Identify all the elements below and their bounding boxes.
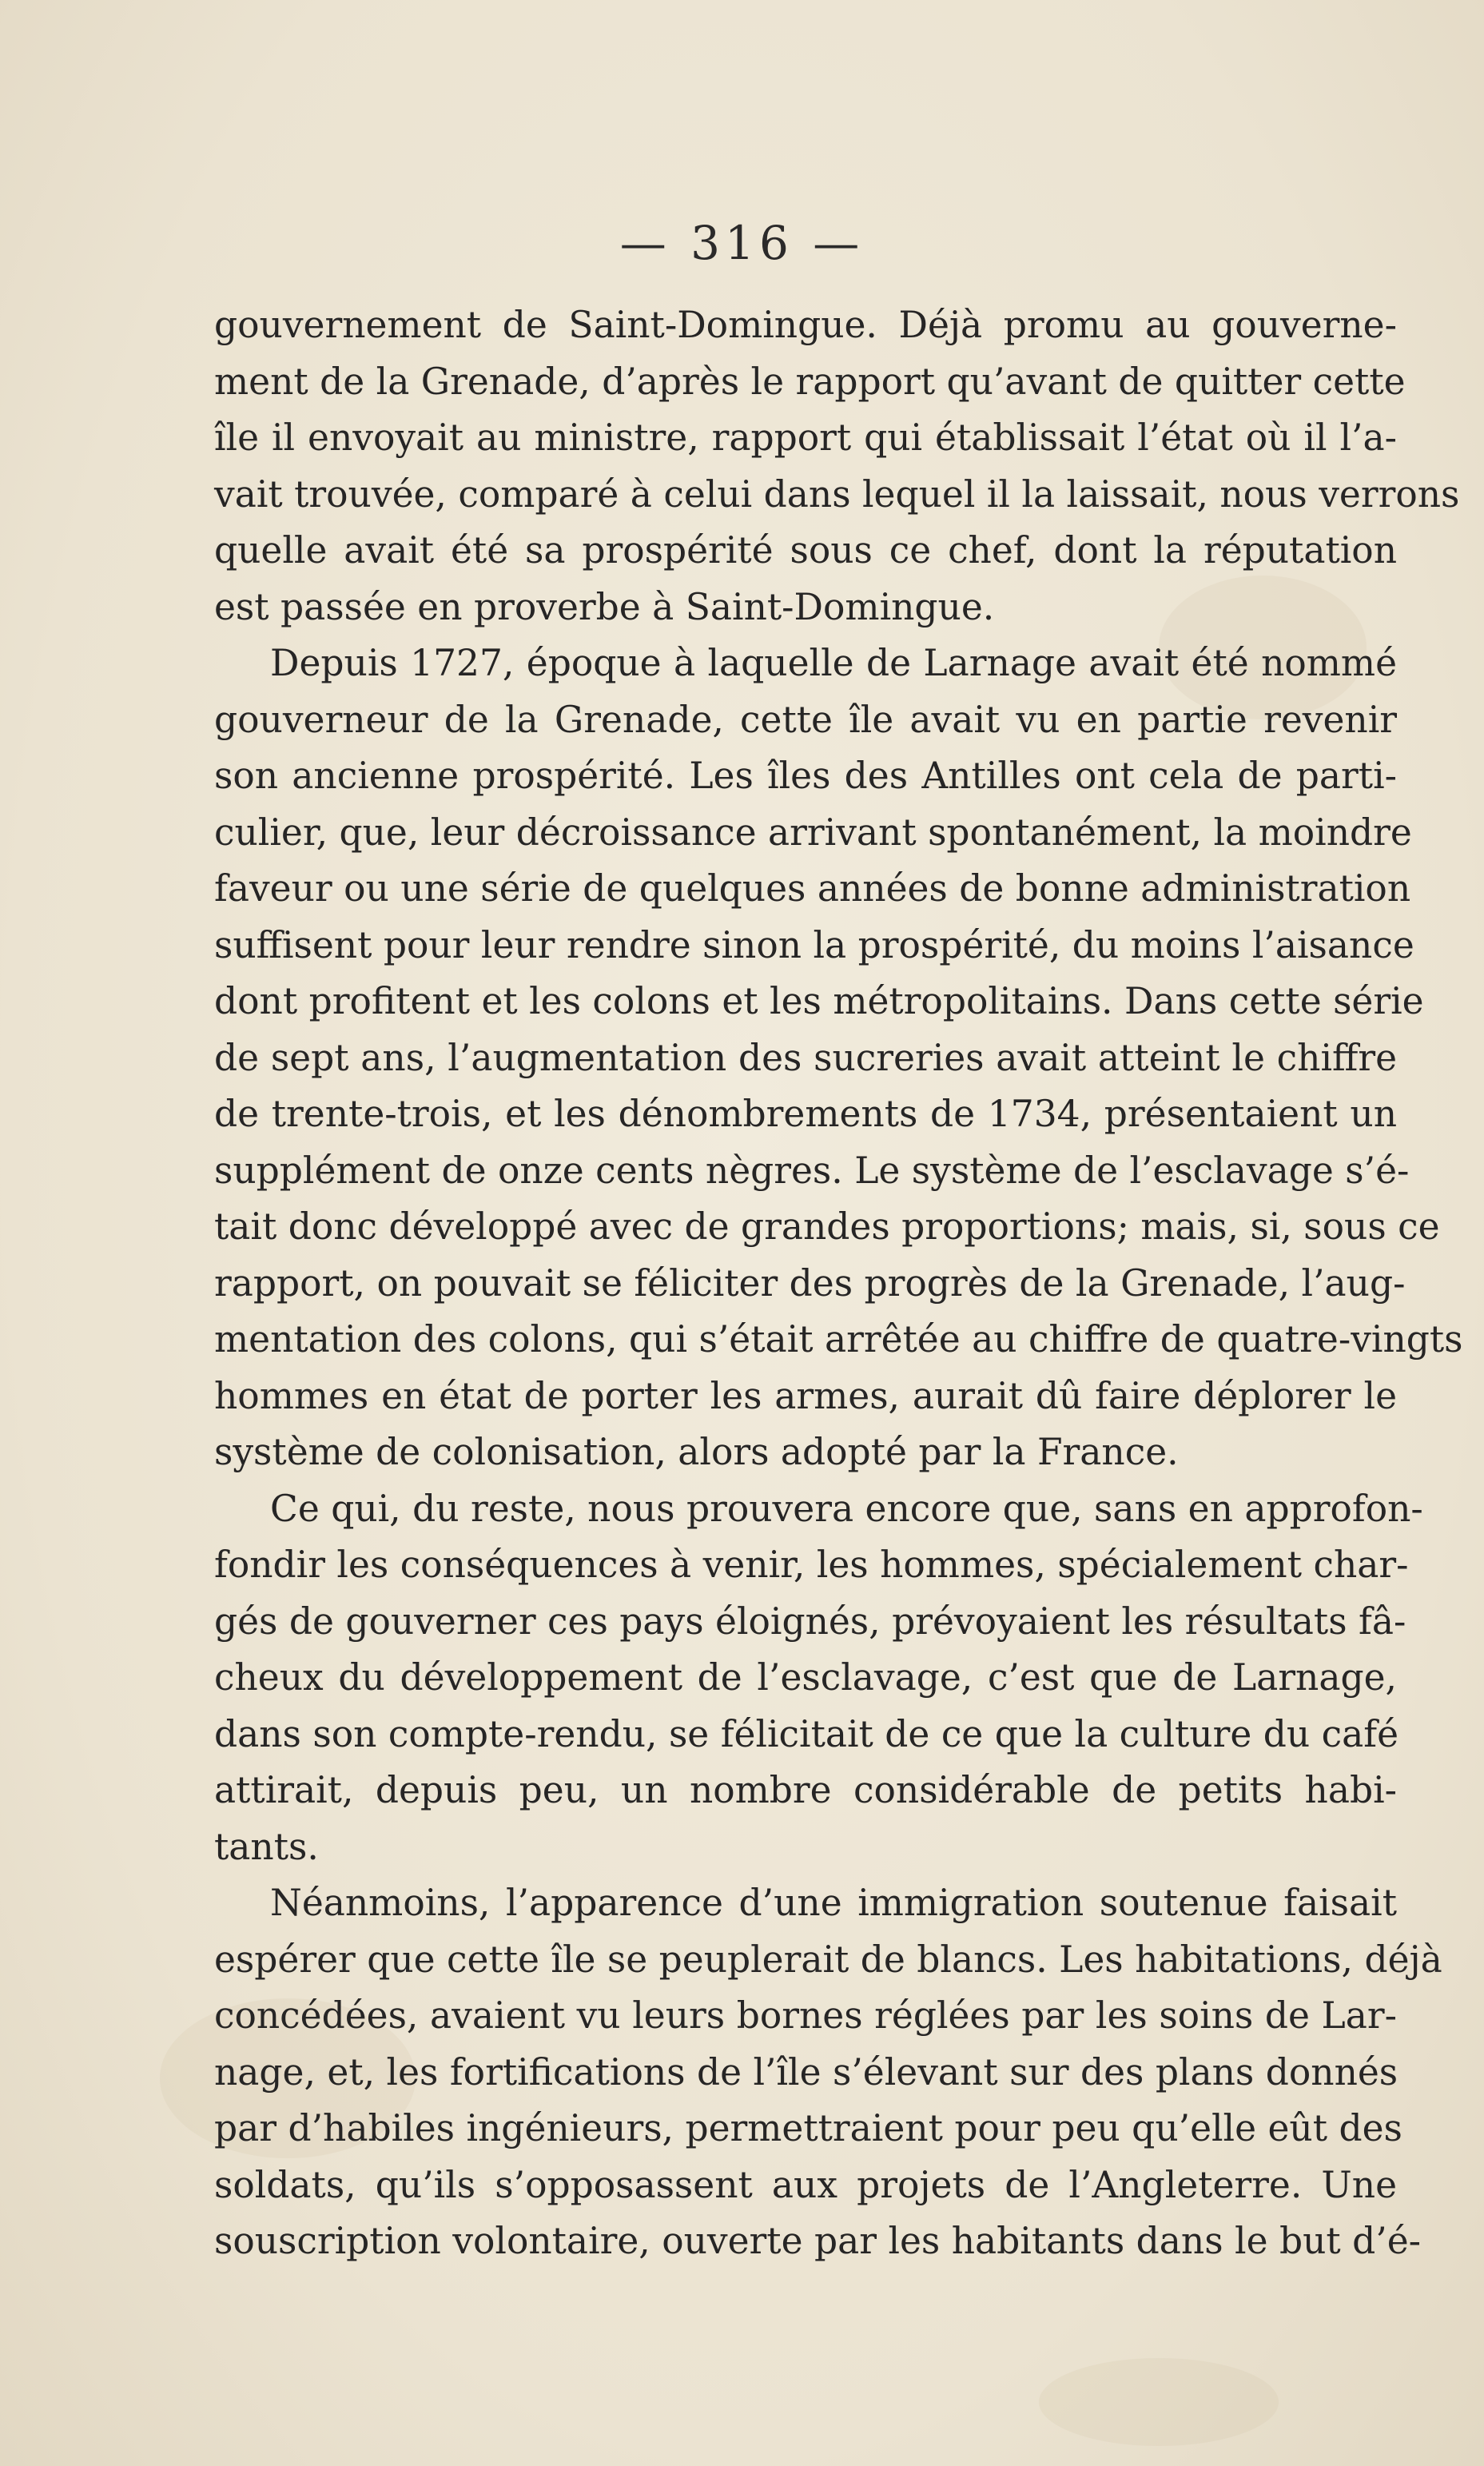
text-line: hommes en état de porter les armes, aurait dû faire déplorer le xyxy=(214,1374,1397,1417)
text-line: suffisent pour leur rendre sinon la prospérité, du moins l’aisance xyxy=(214,923,1414,966)
text-line: par d’habiles ingénieurs, permettraient pour peu qu’elle eût des xyxy=(214,2107,1402,2149)
text-line: dans son compte-rendu, se félicitait de ce que la culture du café xyxy=(214,1712,1398,1755)
page-number: — 316 — xyxy=(619,216,865,270)
text-line: quelle avait été sa prospérité sous ce chef, dont la réputation xyxy=(214,529,1397,572)
text-line: culier, que, leur décroissance arrivant spontanément, la moindre xyxy=(214,811,1412,854)
text-line: concédées, avaient vu leurs bornes réglées par les soins de Lar- xyxy=(214,1994,1397,2037)
text-line: cheux du développement de l’esclavage, c’est que de Larnage, xyxy=(214,1656,1397,1699)
text-line: son ancienne prospérité. Les îles des Antilles ont cela de parti- xyxy=(214,755,1397,797)
text-line: espérer que cette île se peuplerait de blancs. Les habitations, déjà xyxy=(214,1938,1442,1981)
text-line: île il envoyait au ministre, rapport qui établissait l’état où il l’a- xyxy=(214,416,1397,459)
text-line: Depuis 1727, époque à laquelle de Larnage avait été nommé xyxy=(270,642,1397,684)
text-line: gouvernement de Saint-Domingue. Déjà promu au gouverne- xyxy=(214,304,1397,346)
text-line: tait donc développé avec de grandes proportions; mais, si, sous ce xyxy=(214,1205,1440,1248)
text-line: nage, et, les fortifications de l’île s’élevant sur des plans donnés xyxy=(214,2050,1398,2094)
text-line: mentation des colons, qui s’était arrêtée au chiffre de quatre-vingts xyxy=(214,1318,1463,1360)
text-line: Ce qui, du reste, nous prouvera encore que, sans en approfon- xyxy=(270,1487,1423,1530)
text-line: attirait, depuis peu, un nombre considérable de petits habi- xyxy=(214,1769,1397,1811)
text-line: système de colonisation, alors adopté par la France. xyxy=(214,1431,1179,1473)
text-line: est passée en proverbe à Saint-Domingue. xyxy=(214,585,995,628)
paper-stain xyxy=(1039,2358,1279,2446)
text-line: Néanmoins, l’apparence d’une immigration soutenue faisait xyxy=(270,1882,1397,1924)
text-line: de sept ans, l’augmentation des sucreries avait atteint le chiffre xyxy=(214,1036,1397,1079)
text-line: faveur ou une série de quelques années de bonne administration xyxy=(214,867,1411,910)
body-text xyxy=(214,297,1463,2270)
text-line: souscription volontaire, ouverte par les habitants dans le but d’é- xyxy=(214,2220,1422,2262)
text-line: gouverneur de la Grenade, cette île avait vu en partie revenir xyxy=(214,698,1397,741)
text-line: soldats, qu’ils s’opposassent aux projets de l’Angleterre. Une xyxy=(214,2163,1397,2206)
text-line: vait trouvée, comparé à celui dans lequel il la laissait, nous verrons xyxy=(214,472,1460,516)
text-line: gés de gouverner ces pays éloignés, prévoyaient les résultats fâ- xyxy=(214,1600,1406,1643)
text-line: ment de la Grenade, d’après le rapport qu’avant de quitter cette xyxy=(214,360,1406,403)
text-line: supplément de onze cents nègres. Le système de l’esclavage s’é- xyxy=(214,1149,1410,1192)
text-line: de trente-trois, et les dénombrements de 1734, présentaient un xyxy=(214,1093,1397,1135)
text-line: tants. xyxy=(214,1825,319,1868)
text-line: fondir les conséquences à venir, les hommes, spécialement char- xyxy=(214,1544,1409,1586)
text-line: rapport, on pouvait se féliciter des progrès de la Grenade, l’aug- xyxy=(214,1261,1406,1305)
text-line: dont profitent et les colons et les métropolitains. Dans cette série xyxy=(214,980,1424,1022)
